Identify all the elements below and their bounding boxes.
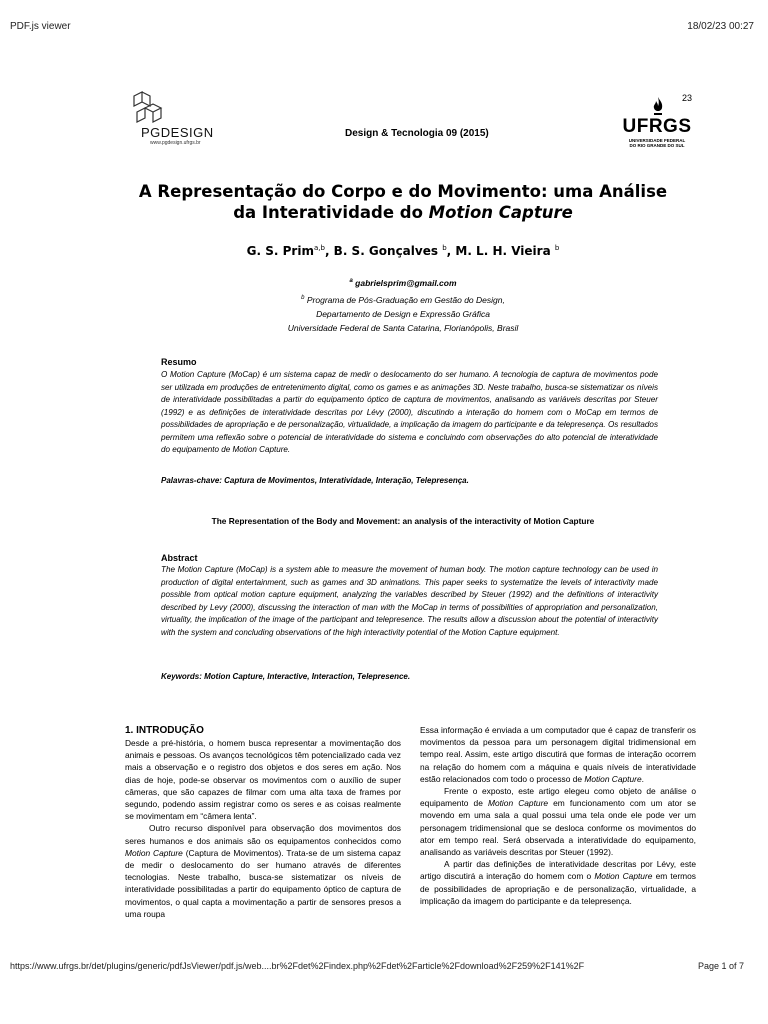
text-span: (Captura de Movimentos). Trata-se de um sistema capaz de medir o deslocamento do ser humano através de diferentes tecnologias. Neste trabalho, busca-se sistematizar os níveis de interatividade possibilitadas a partir do equipamento óptico de captura de movimentos, o qual capta a movimentação a partir de sensores presos a uma roupa (125, 847, 401, 919)
paragraph: Desde a pré-história, o homem busca representar a movimentação dos animais e pessoas. Os avanços tecnológicos têm potencializado cada vez mais a observação e o registro dos objetos e dos seres em ação. Nos dias de hoje, pode-se observar os movimentos com o auxílio de super câmeras, que são capazes de filmar com uma alta taxa de frames por segundo, podendo assim registrar como os seres e as coisas realmente se movimentam em “câmera lenta”. (125, 738, 401, 822)
ufrgs-subtitle-line: UNIVERSIDADE FEDERAL (628, 138, 686, 143)
affiliation-sup: b (301, 295, 305, 301)
text-span: Frente o exposto, este artigo elegeu como objeto de análise o equipamento de (420, 786, 696, 809)
left-column (125, 724, 401, 920)
right-column (420, 724, 696, 907)
author-sup: b (442, 244, 447, 252)
abstract-text: The Motion Capture (MoCap) is a system able to measure the movement of human body. The motion capture technology can be used in production of digital entertainment, such as games and 3D animations. This paper seeks to systematize the levels of interactivity made possible from optical motion capture equipment, analyzing the variables described by Steuer (1992) and the definitions of interactivity described by Levy (2000), discussing the interaction of man with the MoCap in terms of possibilities of appropriation and personalization, virtuality, the implication of the image of the participant and telepresence. The results allow a discussion about the potential of interactivity with the system and concluding observations of the high interactivity potential of the Motion Capture equipment. (161, 565, 658, 637)
ufrgs-flame-icon (651, 96, 665, 116)
pgdesign-wordmark: PGDESIGN (141, 125, 214, 140)
text-italic: Motion Capture (487, 798, 549, 809)
pgdesign-logo (131, 90, 221, 148)
author-name: G. S. Prim (246, 244, 314, 258)
paragraph (420, 785, 696, 858)
resumo-text: O Motion Capture (MoCap) é um sistema capaz de medir o deslocamento do ser humano. A tecnologia de captura de movimentos pode ser utilizada em produções de entretenimento digital, como os games e as animações 3D. Neste trabalho, busca-se sistematizar os níveis de interatividade possibilitadas a partir do equipamento óptico de captura de movimentos, analisando as variáveis descritas por Steuer (1992) e as definições de interatividade descritas por Lévy (2000), discutindo a interação do homem com o MoCap em termos de possibilidades de apropriação e de personalização, virtualidade, a implicação da imagem do participante e da telepresença. Os resultados permitem uma reflexão sobre o potencial de interatividade do sistema e concluindo com observações do alto potencial de interatividade do equipamento de Motion Capture. (161, 370, 658, 454)
page-number: 23 (682, 93, 693, 103)
text-span: . (641, 773, 644, 784)
author-sup: a,b (313, 244, 325, 252)
affiliation-line: Universidade Federal de Santa Catarina, Florianópolis, Brasil (287, 322, 519, 333)
title-part-italic: Motion Capture (428, 203, 573, 222)
text-italic: Motion Capture (125, 847, 183, 858)
text-span: Outro recurso disponível para observação dos movimentos dos seres humanos e dos animais são os equipamentos conhecidos como (125, 823, 401, 846)
text-span: em funcionamento com um ator se movendo em uma sala a qual possui uma tela onde ele pode ver um personagem tridimensional que se desloca conforme os movimentos do ator em tempo real. Será observada a interatividade do equipamento, analisando as variáveis descritas por Steuer (1992). (420, 798, 696, 858)
text-span: em termos de possibilidades de apropriação e de personalização, virtualidade, a implicação da imagem do participante e da telepresença. (420, 871, 696, 906)
article-title (123, 181, 683, 223)
abstract-heading: Abstract (161, 553, 198, 563)
paragraph (420, 724, 696, 785)
paragraph (420, 858, 696, 907)
ufrgs-wordmark: UFRGS (622, 116, 692, 137)
author-email (123, 274, 683, 290)
affiliation (123, 291, 683, 335)
abstract-keywords: Keywords: Motion Capture, Interactive, Interaction, Telepresence. (161, 672, 411, 681)
author-list (123, 244, 683, 258)
author-name: , B. S. Gonçalves (324, 244, 443, 258)
paragraph (125, 822, 401, 920)
ufrgs-logo (621, 96, 693, 156)
pgdesign-site: www.pgdesign.ufrgs.br (150, 140, 201, 146)
text-italic: Motion Capture (594, 871, 653, 882)
affiliation-line (123, 291, 683, 307)
resumo-keywords: Palavras-chave: Captura de Movimentos, Interatividade, Interação, Telepresença. (161, 476, 469, 485)
text-span: Essa informação é enviada a um computador que é capaz de transferir os movimentos da pessoa para um personagem digital tridimensional em tempo real. Assim, este artigo discutirá que formas de interação ocorrem na relação do homem com a máquina e quais níveis de interatividade estão relacionados com todo o processo de (420, 725, 696, 784)
text-span: A partir das definições de interatividade descritas por Lévy, este artigo discutirá a interação do homem com o (420, 859, 696, 882)
page-url[interactable]: https://www.ufrgs.br/det/plugins/generic/pdfJsViewer/pdf.js/web....br%2Fdet%2Findex.php%2Fdet%2Farticle%2Fdownload%2F259%2F141%2F (10, 961, 585, 971)
affiliation-text: Programa de Pós-Graduação em Gestão do Design, (306, 294, 505, 305)
email-address: gabrielsprim@gmail.com (355, 277, 457, 288)
english-title: The Representation of the Body and Movement: an analysis of the interactivity of Motion Capture (211, 516, 595, 526)
pgdesign-mark-icon (131, 90, 163, 124)
ufrgs-subtitle (621, 138, 693, 148)
title-part: da Interatividade do (233, 203, 429, 222)
print-datetime: 18/02/23 00:27 (687, 21, 754, 32)
text-italic: Motion Capture (584, 773, 642, 784)
email-sup: a (349, 278, 353, 284)
journal-name: Design & Tecnologia 09 (2015) (345, 128, 489, 139)
affiliation-line: Departamento de Design e Expressão Gráfica (316, 308, 490, 319)
browser-title: PDF.js viewer (10, 21, 71, 32)
page-count: Page 1 of 7 (697, 961, 744, 971)
pdf-page (103, 84, 698, 946)
browser-footer (0, 955, 768, 985)
author-name: , M. L. H. Vieira (446, 244, 555, 258)
author-sup: b (554, 244, 560, 252)
browser-header (0, 0, 768, 44)
resumo-heading: Resumo (161, 357, 197, 367)
article-title-line: A Representação do Corpo e do Movimento: uma Análise (138, 182, 668, 201)
ufrgs-subtitle-line: DO RIO GRANDE DO SUL (629, 143, 685, 148)
article-title-line (123, 202, 683, 223)
section-heading: 1. INTRODUÇÃO (125, 725, 204, 736)
